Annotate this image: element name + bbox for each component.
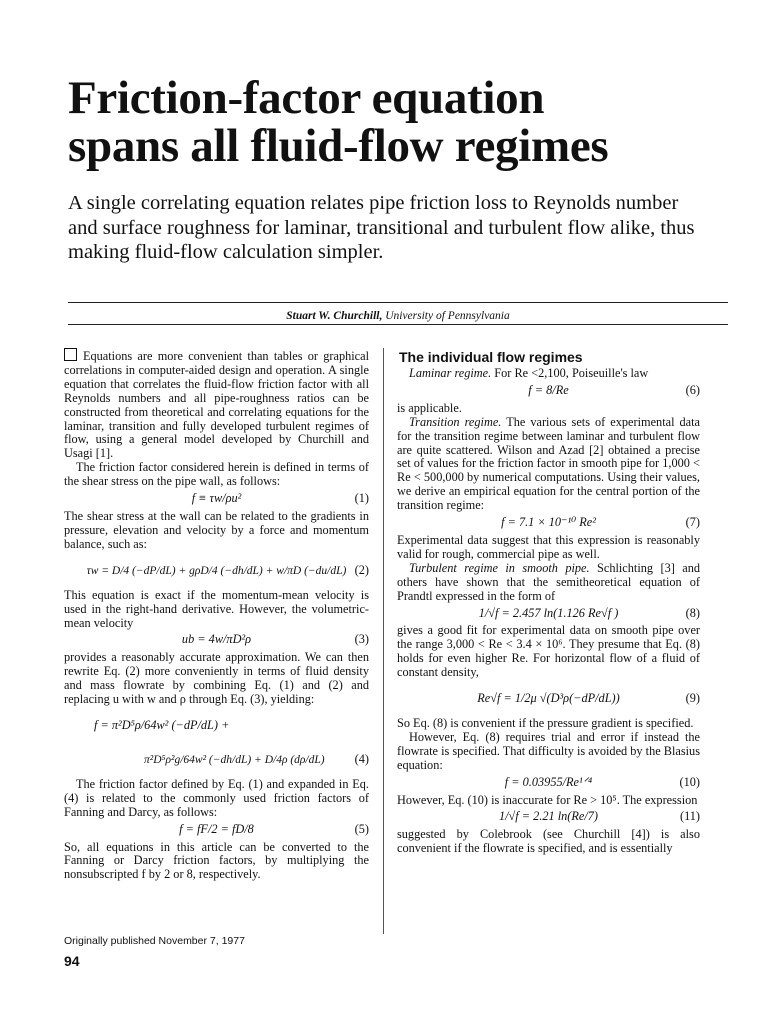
title-line-2: spans all fluid-flow regimes (68, 120, 609, 172)
publication-note: Originally published November 7, 1977 (64, 935, 245, 947)
byline-top-rule (68, 302, 728, 303)
paragraph: Experimental data suggest that this expression is reasonably valid for rough, commercial pipe as well. (397, 532, 700, 561)
paragraph: Laminar regime. For Re <2,100, Poiseuille's law (409, 366, 649, 380)
page-number: 94 (64, 953, 80, 969)
paragraph: The friction factor defined by Eq. (1) and expanded in Eq. (4) is related to the commonly used friction factors of Fanning and Darcy, as follows: (64, 776, 369, 819)
paragraph: However, Eq. (10) is inaccurate for Re > 10⁵. The expression (397, 792, 698, 807)
paragraph: The friction factor considered herein is defined in terms of the shear stress on the pipe wall, as follows: (64, 460, 369, 489)
paragraph: This equation is exact if the momentum-mean velocity is used in the right-hand derivative. However, the volumetric-mean velocity (64, 587, 369, 630)
section-start-box-icon (64, 348, 77, 361)
intro-paragraph: Equations are more convenient than tables or graphical correlations in computer-aided design and operation. A single equation that correlates the fluid-flow friction factor with all Reynolds numbers and all pipe-roughness ratios can be constructed from theoretical and correlating equations for the laminar, transition and fully developed turbulent regimes of flow, using a general model developed by Churchill and Usagi [1]. (64, 349, 369, 461)
equation-8: 1/√f = 2.457 ln(1.126 Re√f ) (8) (478, 605, 700, 620)
paragraph: The shear stress at the wall can be related to the gradients in pressure, elevation and velocity by a force and momentum balance, such as: (64, 508, 369, 551)
paragraph: is applicable. (397, 400, 462, 415)
paragraph: So Eq. (8) is convenient if the pressure gradient is specified. (397, 716, 694, 731)
paragraph: suggested by Colebrook (see Churchill [4]) is also convenient if the flowrate is specified, and is essentially (397, 827, 700, 856)
equation-11: 1/√f = 2.21 ln(Re/7) (11) (498, 809, 700, 824)
byline (68, 310, 728, 322)
paragraph: However, Eq. (8) requires trial and error if instead the flowrate is specified. That difficulty is avoided by the Blasius equation: (397, 729, 700, 772)
article-deck: A single correlating equation relates pipe friction loss to Reynolds number and surface roughness for laminar, transitional and turbulent flow alike, thus making fluid-flow calculation simpler. (68, 192, 695, 263)
title-line-1: Friction-factor equation (68, 72, 545, 124)
paragraph: Transition regime. The various sets of experimental data for the transition regime between laminar and turbulent flow are quite scattered. Wilson and Azad [2] obtained a precise set of values for the friction factor in smooth pipe for 1,000 < Re < 500,000 by numerical computations. Using their values, we derive an empirical equation for the central portion of the transition regime: (397, 414, 700, 513)
byline-bottom-rule (68, 324, 728, 325)
paragraph: gives a good fit for experimental data on smooth pipe over the range 3,000 < Re < 3.4 × 10⁶. They presume that Eq. (8) holds for even higher Re. For horizontal flow of a fluid of constant density, (397, 623, 700, 680)
paragraph: So, all equations in this article can be converted to the Fanning or Darcy friction factors, by multiplying the nonsubscripted f by 2 or 8, respectively. (64, 839, 369, 882)
equation-3: ub = 4w/πD²ρ (3) (181, 632, 369, 647)
column-divider (383, 348, 384, 934)
paragraph: provides a reasonably accurate approximation. We can then rewrite Eq. (2) more conveniently in terms of fluid density and mass flowrate by combining Eq. (1) and (2) and replacing u with w and ρ through Eq. (3), yielding: (64, 650, 369, 707)
author-name: Stuart W. Churchill, (286, 310, 383, 322)
equation-9: Re√f = 1/2μ √(D³ρ(−dP/dL)) (9) (477, 691, 700, 706)
equation-10: f = 0.03955/Re¹ᐟ⁴ (10) (504, 774, 700, 789)
right-column (397, 348, 700, 856)
paragraph: Turbulent regime in smooth pipe. Schlichting [3] and others have shown that the semitheoretical equation of Prandtl expressed in the form of (397, 560, 701, 603)
equation-6: f = 8/Re (6) (528, 382, 700, 397)
author-affiliation: University of Pennsylvania (385, 310, 510, 322)
article-title (68, 74, 728, 170)
equation-4-line-1: f = π²D⁵ρ/64w² (−dP/dL) + (94, 717, 230, 732)
equation-7: f = 7.1 × 10⁻¹⁰ Re² (7) (501, 515, 700, 530)
equation-2: τw = D/4 (−dP/dL) + gρD/4 (−dh/dL) + w/πD (−du/dL) (2) (86, 562, 369, 577)
equation-4-line-2: π²D⁵ρ²g/64w² (−dh/dL) + D/4ρ (dρ/dL) (4) (144, 751, 369, 766)
section-heading: The individual flow regimes (399, 349, 583, 365)
equation-5: f = fF/2 = fD/8 (5) (179, 821, 369, 836)
equation-1: f ≡ τw/ρu² (1) (191, 491, 369, 506)
left-column (64, 348, 369, 882)
